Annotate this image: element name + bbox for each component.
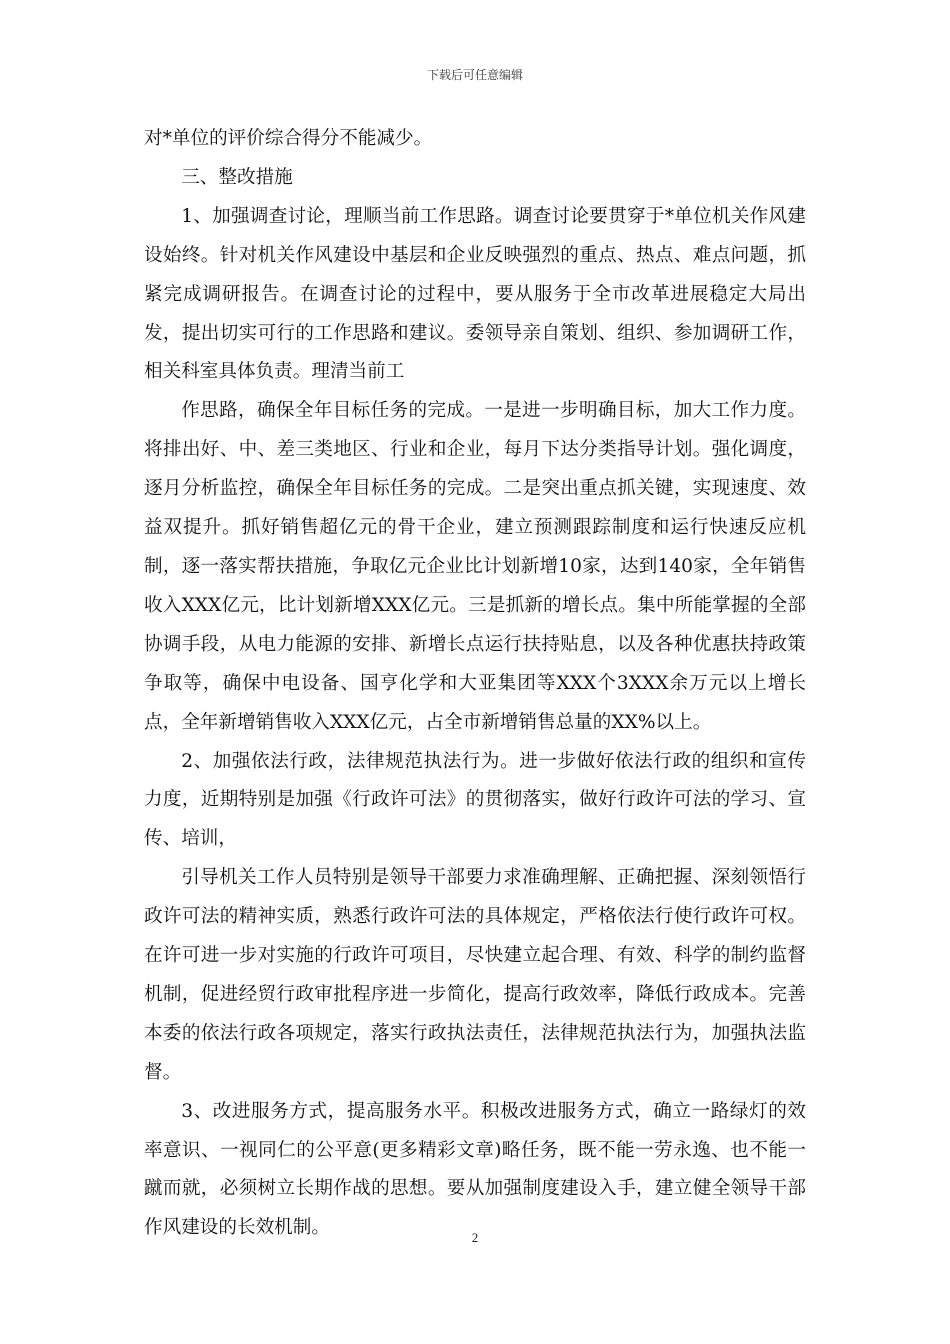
paragraph-measure-3: 3、改进服务方式，提高服务水平。积极改进服务方式，确立一路绿灯的效率意识、一视同仁的公平意(更多精彩文章)略任务，既不能一劳永逸、也不能一蹴而就，必须树立长期作战的思想。要从加强制度建设入手，建立健全领导干部作风建设的长效机制。 [144, 1100, 806, 1239]
paragraph-continuation: 对*单位的评价综合得分不能减少。 [144, 128, 433, 149]
paragraph-measure-2: 2、加强依法行政，法律规范执法行为。进一步做好依法行政的组织和宣传力度，近期特别是加强《行政许可法》的贯彻落实，做好行政许可法的学习、宣传、培训， [144, 750, 806, 850]
section-heading: 三、整改措施 [181, 166, 293, 188]
paragraph-measure-2-continued: 引导机关工作人员特别是领导干部要力求准确理解、正确把握、深刻领悟行政许可法的精神实质，熟悉行政许可法的具体规定，严格依法行使行政许可权。在许可进一步对实施的行政许可项目，尽快建立起合理、有效、科学的制约监督机制，促进经贸行政审批程序进一步简化，提高行政效率，降低行政成本。完善本委的依法行政各项规定，落实行政执法责任，法律规范执法行为，加强执法监督。 [144, 867, 806, 1083]
page-header: 下载后可任意编辑 [426, 68, 523, 82]
paragraph-measure-1: 1、加强调查讨论，理顺当前工作思路。调查讨论要贯穿于*单位机关作风建设始终。针对机关作风建设中基层和企业反映强烈的重点、热点、难点问题，抓紧完成调研报告。在调查讨论的过程中，要从服务于全市改革进展稳定大局出发，提出切实可行的工作思路和建议。委领导亲自策划、组织、参加调研工作，相关科室具体负责。理清当前工 [144, 205, 806, 383]
document-body [144, 120, 806, 1248]
paragraph-measure-1-continued: 作思路，确保全年目标任务的完成。一是进一步明确目标，加大工作力度。将排出好、中、差三类地区、行业和企业，每月下达分类指导计划。强化调度，逐月分析监控，确保全年目标任务的完成。二是突出重点抓关键，实现速度、效益双提升。抓好销售超亿元的骨干企业，建立预测跟踪制度和运行快速反应机制，逐一落实帮扶措施，争取亿元企业比计划新增10家，达到140家，全年销售收入XXX亿元，比计划新增XXX亿元。三是抓新的增长点。集中所能掌握的全部协调手段，从电力能源的安排、新增长点运行扶持贴息，以及各种优惠扶持政策争取等，确保中电设备、国亨化学和大亚集团等XXX个3XXX余万元以上增长点，全年新增销售收入XXX亿元，占全市新增销售总量的XX%以上。 [144, 400, 806, 733]
page-number: 2 [471, 1230, 479, 1245]
